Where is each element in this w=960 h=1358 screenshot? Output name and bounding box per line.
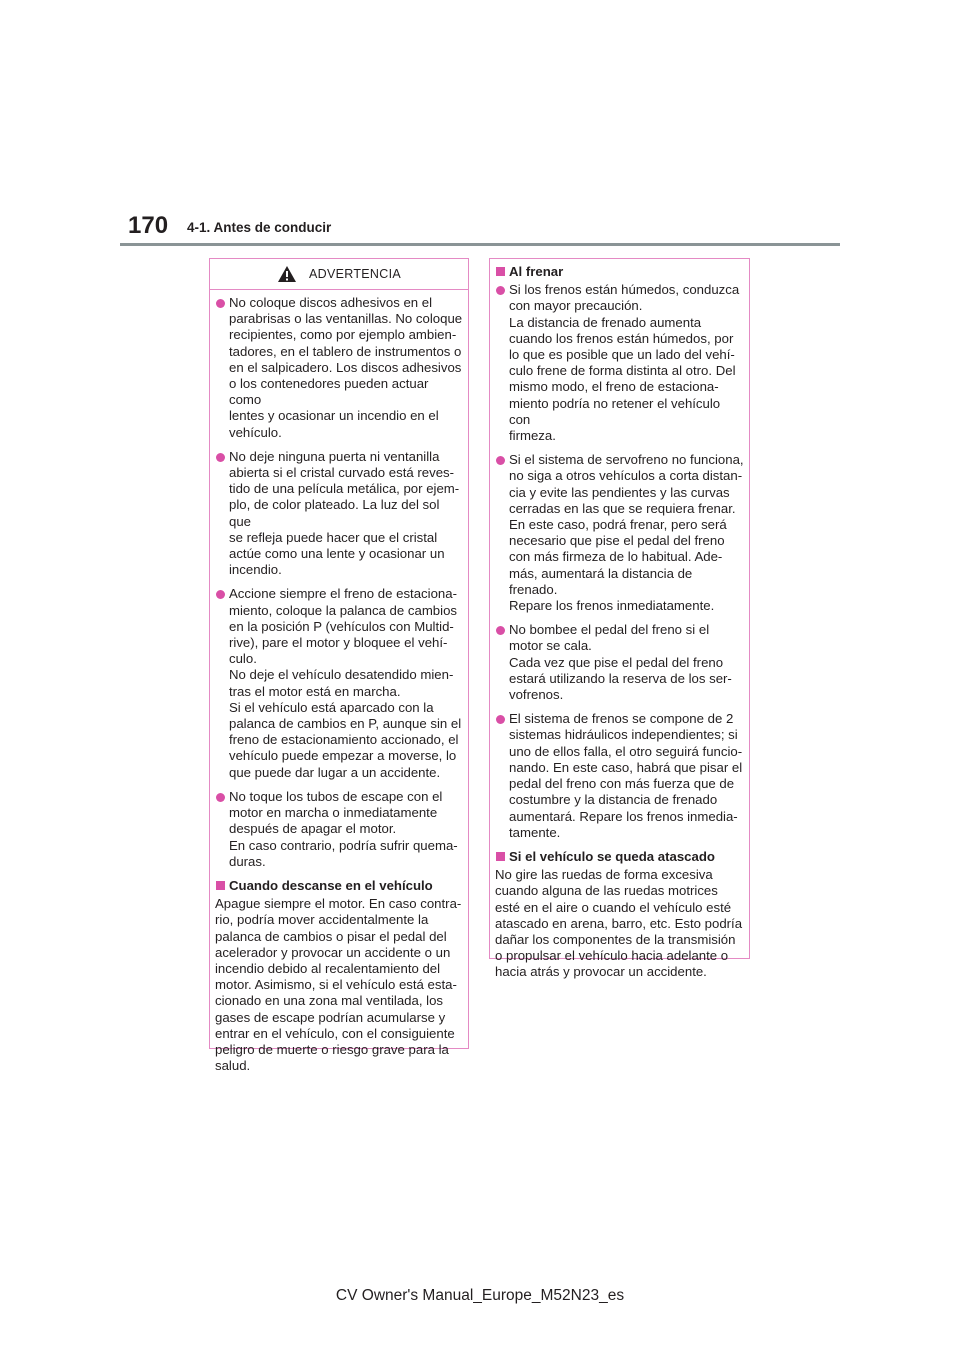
- bullet-text: Accione siempre el freno de estaciona- miento, coloque la palanca de cambios en la posición P (vehículos con Multid- rive), pare el motor y bloquee el vehí- culo. No deje el vehículo desatendido mien- tras el motor está en marcha. Si el vehículo está aparcado con la palanca de cambios en P, aunque sin el freno de estacionamiento accionado, el vehículo puede empezar a moverse, lo que puede dar lugar a un accidente.: [229, 586, 462, 780]
- bullet-item: [215, 295, 463, 441]
- bullet-dot-icon: [496, 626, 505, 635]
- bullet-dot-icon: [216, 793, 225, 802]
- subheading: [495, 264, 744, 280]
- bullet-item: [215, 449, 463, 579]
- bullet-item: [215, 789, 463, 870]
- bullet-dot-icon: [496, 456, 505, 465]
- bullet-text: El sistema de frenos se compone de 2 sistemas hidráulicos independientes; si uno de ellos falla, el otro seguirá funcio- nando. En este caso, habrá que pisar el pedal del freno con más fuerza que de costumbre y la distancia de frenado aumentará. Repare los frenos inmedia- tamente.: [509, 711, 743, 840]
- warning-box-continued: [489, 258, 750, 980]
- bullet-item: [495, 452, 744, 614]
- bullet-dot-icon: [496, 286, 505, 295]
- warning-header: [210, 259, 468, 290]
- bullet-item: [495, 282, 744, 444]
- warning-label: ADVERTENCIA: [309, 266, 401, 281]
- subheading: [215, 878, 463, 894]
- subheading-text: Cuando descanse en el vehículo: [229, 877, 433, 893]
- warning-box: [209, 258, 469, 1074]
- page-number: 170: [128, 212, 169, 239]
- square-bullet-icon: [496, 852, 505, 861]
- bullet-text: No toque los tubos de escape con el motor en marcha o inmediatamente después de apagar el motor. En caso contrario, podría sufrir quema- duras.: [229, 788, 458, 869]
- header-rule: [120, 243, 840, 246]
- square-bullet-icon: [216, 881, 225, 890]
- warning-triangle-icon: [277, 265, 297, 283]
- bullet-dot-icon: [216, 299, 225, 308]
- bullet-dot-icon: [496, 715, 505, 724]
- bullet-text: Si los frenos están húmedos, conduzca con mayor precaución. La distancia de frenado aumenta cuando los frenos están húmedos, por lo que es posible que un lado del vehí- culo frene de forma distinta al otro. Del mismo modo, el freno de estaciona- miento podría no retener el vehículo con firmeza.: [509, 282, 740, 444]
- bullet-text: No coloque discos adhesivos en el parabrisas o las ventanillas. No coloque recipientes, como por ejemplo ambien- tadores, en el tablero de instrumentos o en el salpicadero. Los discos adhesivos o los contenedores pueden actuar como lentes y ocasionar un incendio en el vehículo.: [229, 295, 463, 440]
- subheading: [495, 849, 744, 865]
- bullet-item: [495, 622, 744, 703]
- bullet-text: Si el sistema de servofreno no funciona, no siga a otros vehículos a corta distan- cia y evite las pendientes y las curvas cerradas en las que se requiera frenar. En este caso, podrá frenar, pero será necesario que pise el pedal del freno con más firmeza de lo habitual. Ade- más, aumentará la distancia de frenado. Repare los frenos inmediatamente.: [509, 452, 744, 614]
- bullet-item: [215, 586, 463, 780]
- bullet-text: No deje ninguna puerta ni ventanilla abierta si el cristal curvado está reves- tido de una película metálica, por ejem- plo, de color plateado. La luz del sol que se refleja puede hacer que el cristal actúe como una lente y ocasionar un incendio.: [229, 448, 460, 578]
- bullet-item: [495, 711, 744, 841]
- bullet-dot-icon: [216, 453, 225, 462]
- footer-text: CV Owner's Manual_Europe_M52N23_es: [335, 1287, 625, 1304]
- paragraph: Apague siempre el motor. En caso contra- rio, podría mover accidentalmente la palanca de cambios o pisar el pedal del acelerador y provocar un accidente o un incendio debido al recalentamiento del motor. Asimismo, si el vehículo está esta- cionado en una zona mal ventilada, los gases de escape podrían acumularse y entrar en el vehículo, con el consiguiente peligro de muerte o riesgo grave para la salud.: [215, 896, 462, 1074]
- square-bullet-icon: [496, 267, 505, 276]
- subheading-text: Si el vehículo se queda atascado: [509, 848, 715, 864]
- bullet-text: No bombee el pedal del freno si el motor se cala. Cada vez que pise el pedal del freno estará utilizando la reserva de los ser- vofrenos.: [509, 622, 732, 703]
- subheading-text: Al frenar: [509, 264, 564, 279]
- paragraph: No gire las ruedas de forma excesiva cuando alguna de las ruedas motrices esté en el aire o cuando el vehículo esté atascado en arena, barro, etc. Esto podría dañar los componentes de la transmisión o propulsar el vehículo hacia adelante o hacia atrás y provocar un accidente.: [495, 867, 743, 980]
- section-title: 4-1. Antes de conducir: [187, 220, 332, 235]
- bullet-dot-icon: [216, 590, 225, 599]
